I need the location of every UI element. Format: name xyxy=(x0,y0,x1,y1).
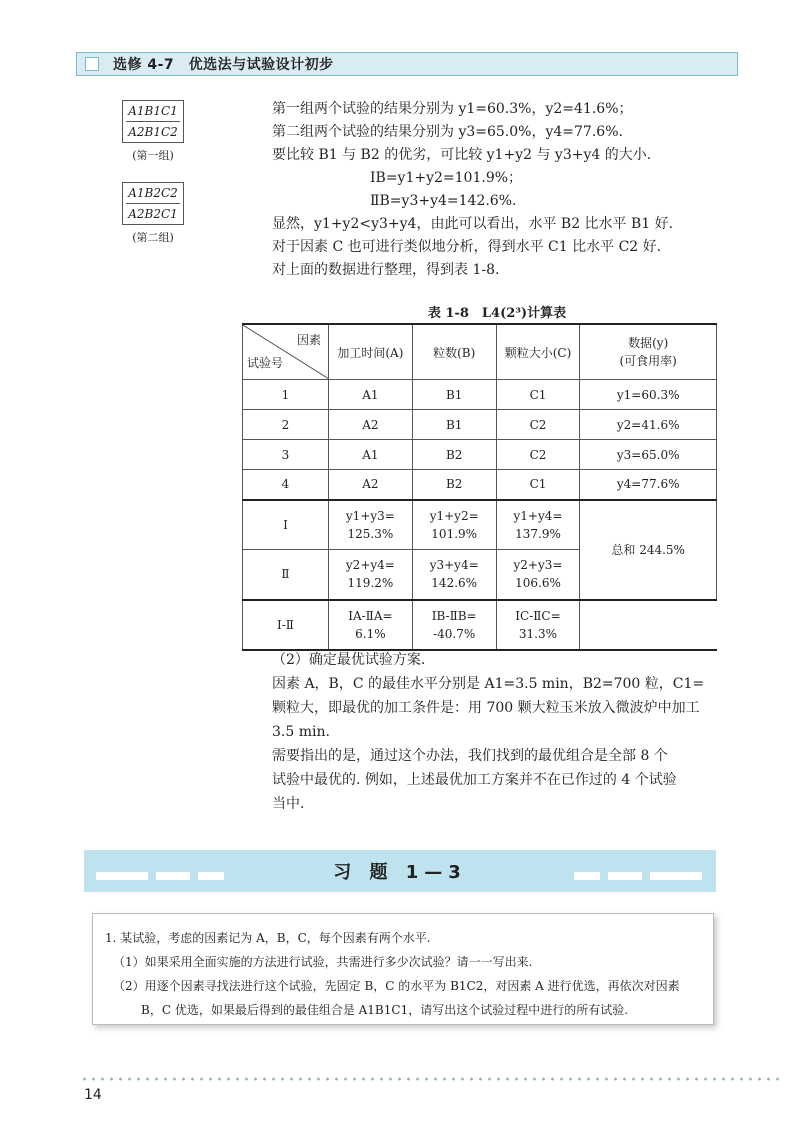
row-I-label: Ⅰ xyxy=(243,500,329,550)
empty-cell xyxy=(580,600,717,650)
diag-top-label: 因素 xyxy=(296,333,321,347)
group2-caption: (第二组) xyxy=(132,231,174,244)
cell-y: y3=65.0% xyxy=(580,440,717,470)
cell-a: A1 xyxy=(328,380,412,410)
row-II-a-value: 119.2% xyxy=(347,576,394,591)
text-line: 需要指出的是，通过这个办法，我们找到的最优组合是全部 8 个 xyxy=(272,748,668,764)
formula-line: ⅠB=y1+y2=101.9%； xyxy=(370,170,523,186)
row-II-b xyxy=(412,550,496,600)
row-II-c xyxy=(496,550,580,600)
formula-line: ⅡB=y3+y4=142.6%. xyxy=(370,193,517,209)
text-line: 第二组两个试验的结果分别为 y3=65.0%，y4=77.6%. xyxy=(272,124,623,140)
top-paragraph xyxy=(272,98,722,282)
text-line: （2）确定最优试验方案. xyxy=(272,652,426,668)
table-row xyxy=(243,440,717,470)
calculation-table xyxy=(242,323,717,651)
diag-bottom-label: 试验号 xyxy=(247,356,284,370)
table-title: 表 1-8 L4(2³)计算表 xyxy=(427,306,567,321)
row-diff-b-formula: ⅠB-ⅡB= xyxy=(431,608,477,623)
diagonal-header-cell xyxy=(243,324,329,380)
row-II-c-formula: y2+y3= xyxy=(513,558,563,573)
question-1-part-2: （2）用逐个因素寻找法进行这个试验，先固定 B，C 的水平为 B1C2，对因素 A 进行优选，再依次对因素 xyxy=(113,979,680,993)
text-line: 要比较 B1 与 B2 的优劣，可比较 y1+y2 与 y3+y4 的大小. xyxy=(272,147,652,163)
side-group-1 xyxy=(118,100,188,163)
side-group-2 xyxy=(118,182,188,245)
row-diff-c-value: 31.3% xyxy=(518,626,558,641)
question-1: 1. 某试验，考虑的因素记为 A，B，C，每个因素有两个水平. xyxy=(105,931,431,945)
header-b: 粒数(B) xyxy=(412,324,496,380)
row-no: 2 xyxy=(243,410,329,440)
row-diff-b-value: -40.7% xyxy=(433,626,476,641)
cell-a: A2 xyxy=(328,470,412,500)
group1-row-2: A2B1C2 xyxy=(128,125,178,139)
row-II-c-value: 106.6% xyxy=(515,576,561,591)
table-row-I xyxy=(243,500,717,550)
group1-caption: (第一组) xyxy=(132,149,174,162)
row-no: 3 xyxy=(243,440,329,470)
header-data-line2: (可食用率) xyxy=(619,354,677,368)
row-II-b-formula: y3+y4= xyxy=(429,558,479,573)
text-line: 试验中最优的. 例如，上述最优加工方案并不在已作过的 4 个试验 xyxy=(272,772,677,788)
row-diff-b xyxy=(412,600,496,650)
row-diff-label: Ⅰ-Ⅱ xyxy=(243,600,329,650)
row-I-c-value: 137.9% xyxy=(515,526,561,541)
dotted-divider xyxy=(80,1077,785,1081)
row-diff-a xyxy=(328,600,412,650)
row-I-b-formula: y1+y2= xyxy=(429,508,479,523)
row-II-label: Ⅱ xyxy=(243,550,329,600)
row-II-a xyxy=(328,550,412,600)
row-no: 1 xyxy=(243,380,329,410)
row-I-c-formula: y1+y4= xyxy=(513,508,563,523)
cell-y: y4=77.6% xyxy=(580,470,717,500)
table-row-diff xyxy=(243,600,717,650)
text-line: 因素 A，B，C 的最佳水平分别是 A1=3.5 min，B2=700 粒，C1= xyxy=(272,676,705,692)
cell-c: C2 xyxy=(496,440,580,470)
table-row xyxy=(243,470,717,500)
cell-c: C1 xyxy=(496,380,580,410)
header-c: 颗粒大小(C) xyxy=(496,324,580,380)
cell-c: C2 xyxy=(496,410,580,440)
page-header xyxy=(76,52,738,76)
text-line: 颗粒大，即最优的加工条件是：用 700 颗大粒玉米放入微波炉中加工 xyxy=(272,700,700,716)
cell-b: B2 xyxy=(412,470,496,500)
cell-b: B2 xyxy=(412,440,496,470)
cell-b: B1 xyxy=(412,380,496,410)
group1-row-1: A1B1C1 xyxy=(126,101,180,122)
row-II-a-formula: y2+y4= xyxy=(345,558,395,573)
exercise-title: 习 题 1—3 xyxy=(333,862,467,883)
row-diff-a-formula: ⅠA-ⅡA= xyxy=(348,608,393,623)
group2-row-2: A2B2C1 xyxy=(128,207,178,221)
cell-b: B1 xyxy=(412,410,496,440)
header-title: 选修 4-7 优选法与试验设计初步 xyxy=(113,57,334,73)
bottom-paragraph xyxy=(272,648,722,816)
group2-box xyxy=(122,182,184,225)
row-II-b-value: 142.6% xyxy=(431,576,478,591)
cell-a: A2 xyxy=(328,410,412,440)
row-I-a xyxy=(328,500,412,550)
text-line: 第一组两个试验的结果分别为 y1=60.3%，y2=41.6%； xyxy=(272,101,633,117)
cell-y: y1=60.3% xyxy=(580,380,717,410)
text-line: 对上面的数据进行整理，得到表 1-8. xyxy=(272,262,500,278)
group1-box xyxy=(122,100,184,143)
exercise-banner xyxy=(84,850,716,892)
row-I-b xyxy=(412,500,496,550)
text-line: 当中. xyxy=(272,796,305,812)
table-row xyxy=(243,410,717,440)
text-line: 3.5 min. xyxy=(272,724,330,740)
table-row xyxy=(243,380,717,410)
question-1-part-1: （1）如果采用全面实施的方法进行试验，共需进行多少次试验？请一一写出来. xyxy=(113,955,533,969)
header-square-icon xyxy=(85,57,99,71)
header-data-line1: 数据(y) xyxy=(628,336,669,350)
header-a: 加工时间(A) xyxy=(328,324,412,380)
row-diff-a-value: 6.1% xyxy=(355,626,386,641)
text-line: 显然，y1+y2<y3+y4，由此可以看出，水平 B2 比水平 B1 好. xyxy=(272,216,674,232)
question-1-part-2-cont: B，C 优选，如果最后得到的最佳组合是 A1B1C1，请写出这个试验过程中进行的所有试验. xyxy=(141,1003,629,1017)
header-data xyxy=(580,324,717,380)
cell-y: y2=41.6% xyxy=(580,410,717,440)
row-I-a-formula: y1+y3= xyxy=(345,508,395,523)
total-cell: 总和 244.5% xyxy=(580,500,717,600)
table-header-row xyxy=(243,324,717,380)
row-I-b-value: 101.9% xyxy=(431,526,478,541)
cell-c: C1 xyxy=(496,470,580,500)
group2-row-1: A1B2C2 xyxy=(126,183,180,204)
row-no: 4 xyxy=(243,470,329,500)
exercise-box xyxy=(92,913,714,1025)
row-I-c xyxy=(496,500,580,550)
row-I-a-value: 125.3% xyxy=(347,526,394,541)
page-number: 14 xyxy=(84,1087,102,1103)
text-line: 对于因素 C 也可进行类似地分析，得到水平 C1 比水平 C2 好. xyxy=(272,239,662,255)
row-diff-c-formula: ⅠC-ⅡC= xyxy=(515,608,561,623)
row-diff-c xyxy=(496,600,580,650)
cell-a: A1 xyxy=(328,440,412,470)
